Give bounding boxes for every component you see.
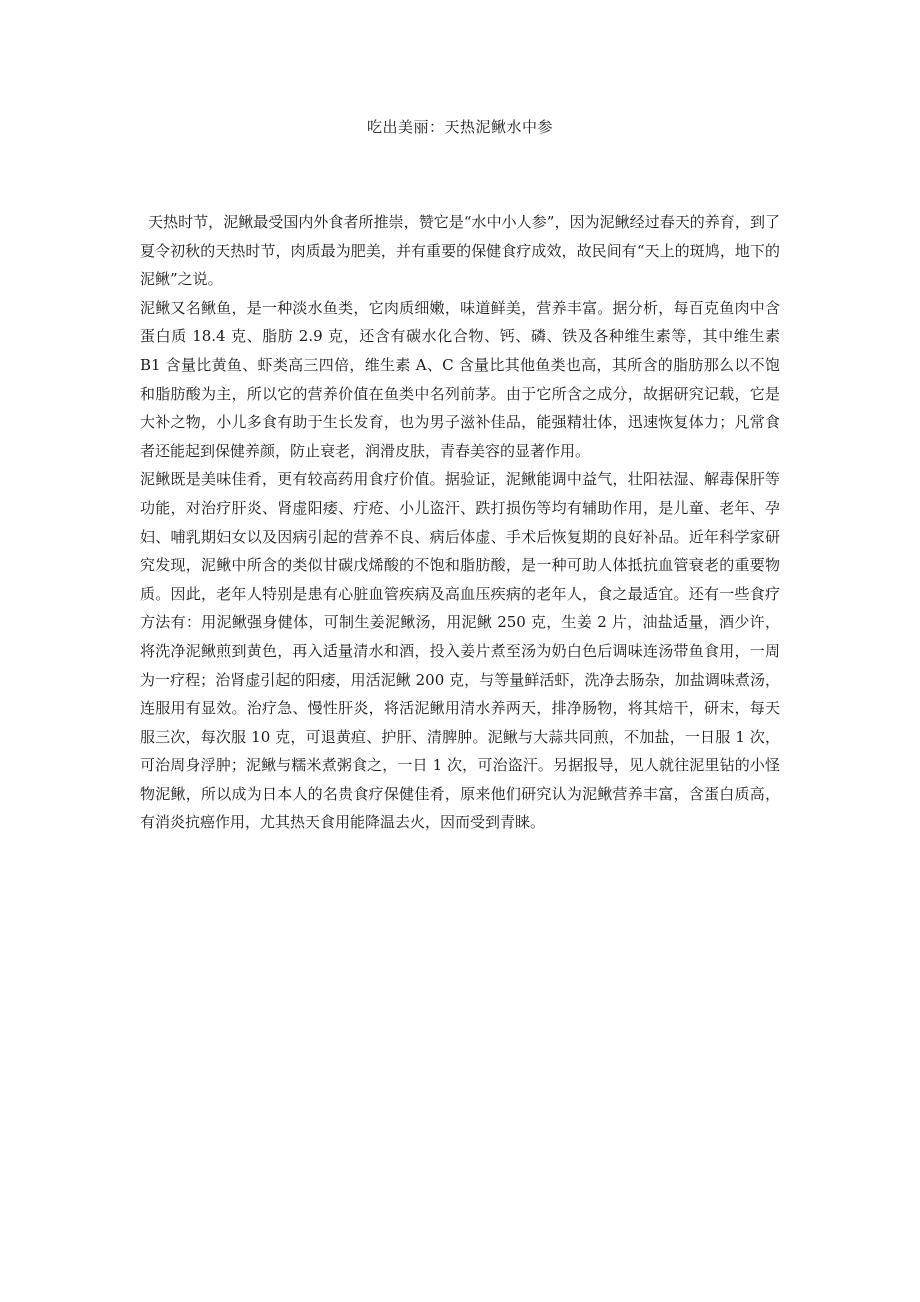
paragraph-medicinal: 泥鳅既是美味佳肴，更有较高药用食疗价值。据验证，泥鳅能调中益气，壮阳祛湿、解毒保肝等功能，对治疗肝炎、肾虚阳痿、疔疮、小儿盗汗、跌打损伤等均有辅助作用，是儿童、老年、孕妇、哺乳期妇女以及因病引起的营养不良、病后体虚、手术后恢复期的良好补品。近年科学家研究发现，泥鳅中所含的类似甘碳戊烯酸的不饱和脂肪酸，是一种可助人体抵抗血管衰老的重要物质。因此，老年人特别是患有心脏血管疾病及高血压疾病的老年人，食之最适宜。还有一些食疗方法有：用泥鳅强身健体，可制生姜泥鳅汤，用泥鳅 250 克，生姜 2 片，油盐适量，酒少许，将洗净泥鳅煎到黄色，再入适量清水和酒，投入姜片煮至汤为奶白色后调味连汤带鱼食用，一周为一疗程；治肾虚引起的阳痿，用活泥鳅 200 克，与等量鲜活虾，洗净去肠杂，加盐调味煮汤，连服用有显效。治疗急、慢性肝炎，将活泥鳅用清水养两天，排净肠物，将其焙干，研末，每天服三次，每次服 10 克，可退黄疸、护肝、清脾肿。泥鳅与大蒜共同煎，不加盐，一日服 1 次，可治周身浮肿；泥鳅与糯米煮粥食之，一日 1 次，可治盗汗。另据报导，见人就往泥里钻的小怪物泥鳅，所以成为日本人的名贵食疗保健佳肴，原来他们研究认为泥鳅营养丰富，含蛋白质高，有消炎抗癌作用，尤其热天食用能降温去火，因而受到青睐。	[140, 470, 780, 832]
document-body	[140, 208, 780, 837]
paragraph-nutrition: 泥鳅又名鳅鱼，是一种淡水鱼类，它肉质细嫩，味道鲜美，营养丰富。据分析，每百克鱼肉中含蛋白质 18.4 克、脂肪 2.9 克，还含有碳水化合物、钙、磷、铁及各种维生素等，其中维生素 B1 含量比黄鱼、虾类高三四倍，维生素 A、C 含量比其他鱼类也高，其所含的脂肪那么以不饱和脂肪酸为主，所以它的营养价值在鱼类中名列前茅。由于它所含之成分，故据研究记载，它是大补之物，小儿多食有助于生长发育，也为男子滋补佳品，能强精壮体，迅速恢复体力；凡常食者还能起到保健养颜，防止衰老，润滑皮肤，青春美容的显著作用。	[140, 298, 780, 460]
paragraph-intro: 天热时节，泥鳅最受国内外食者所推崇，赞它是“水中小人参”，因为泥鳅经过春天的养育，到了夏令初秋的天热时节，肉质最为肥美，并有重要的保健食疗成效，故民间有“天上的斑鸠，地下的泥鳅”之说。	[140, 213, 780, 289]
document-title: 吃出美丽：天热泥鳅水中参	[366, 118, 553, 136]
